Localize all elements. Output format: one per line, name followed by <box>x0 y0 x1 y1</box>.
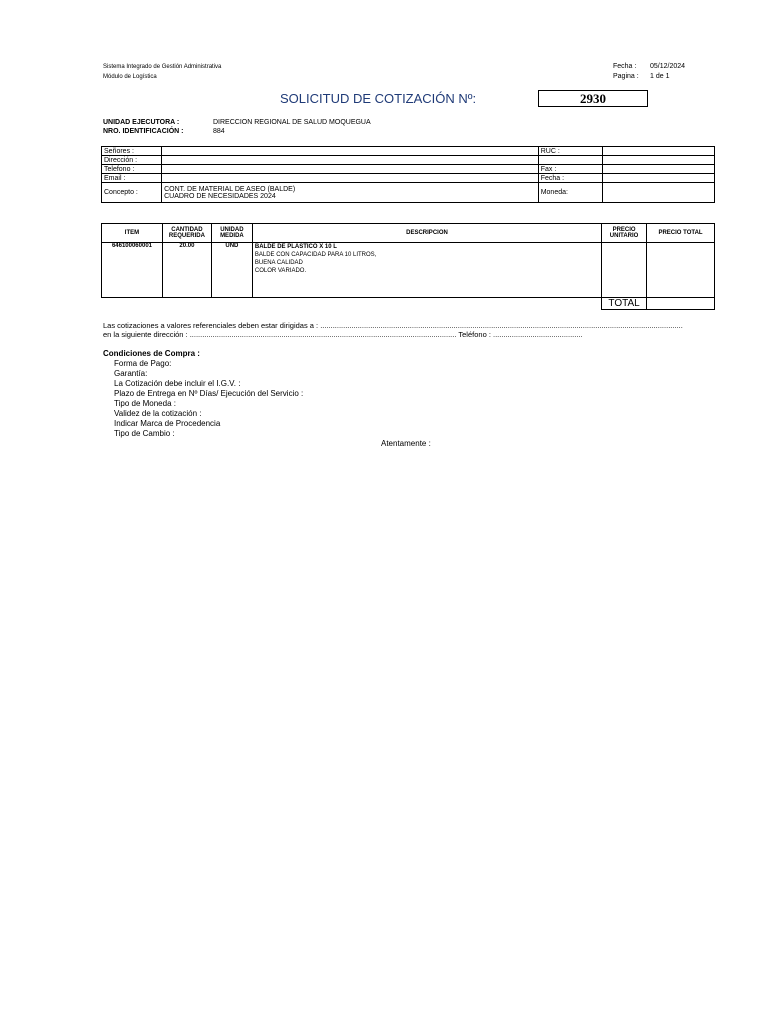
condition-validez: Validez de la cotización : <box>114 409 202 418</box>
page-title: SOLICITUD DE COTIZACIÓN Nº: <box>280 91 477 106</box>
id-label: NRO. IDENTIFICACIÓN : <box>103 128 184 135</box>
senores-field[interactable] <box>162 147 539 156</box>
header-unidad: UNIDAD MEDIDA <box>211 224 252 243</box>
email-label: Email : <box>102 174 162 183</box>
items-table <box>101 223 715 310</box>
moneda-label: Moneda: <box>538 183 602 203</box>
moneda-field[interactable] <box>602 183 714 203</box>
email-field[interactable] <box>162 174 539 183</box>
request-number: 2930 <box>538 90 648 107</box>
header-cantidad: CANTIDAD REQUERIDA <box>162 224 211 243</box>
concepto-label: Concepto : <box>102 183 162 203</box>
page-label: Pagina : <box>613 73 639 80</box>
fecha-label: Fecha : <box>538 174 602 183</box>
telefono-label: Telefono : <box>102 165 162 174</box>
concepto-value <box>162 183 539 203</box>
row-precio-total[interactable] <box>647 243 715 298</box>
header-precio-total: PRECIO TOTAL <box>647 224 715 243</box>
concepto-line1: CONT. DE MATERIAL DE ASEO (BALDE) <box>164 185 296 193</box>
header-item: ITEM <box>102 224 163 243</box>
senores-label: Señores : <box>102 147 162 156</box>
fax-label: Fax : <box>538 165 602 174</box>
supplier-table <box>101 146 715 203</box>
date-value: 05/12/2024 <box>650 63 686 70</box>
date-label: Fecha : <box>613 63 637 70</box>
module-name: Módulo de Logística <box>103 74 157 80</box>
row-unidad: UND <box>211 243 252 298</box>
fax-field[interactable] <box>602 165 714 174</box>
row-desc-line1: BALDE CON CAPACIDAD PARA 10 LITROS, <box>254 252 377 258</box>
header-descripcion: DESCRIPCION <box>252 224 601 243</box>
direccion-field[interactable] <box>162 156 539 165</box>
id-value: 884 <box>213 128 225 135</box>
system-name: Sistema Integrado de Gestión Administrativa <box>103 64 222 70</box>
ruc-label: RUC : <box>538 147 602 156</box>
row-item: 646100060001 <box>102 243 163 298</box>
telefono-field[interactable] <box>162 165 539 174</box>
row-precio-unitario[interactable] <box>602 243 647 298</box>
row-cantidad: 20.00 <box>162 243 211 298</box>
closing-text: Atentamente : <box>381 439 431 448</box>
condition-forma-pago: Forma de Pago: <box>114 359 172 368</box>
total-field[interactable] <box>647 298 715 310</box>
row-desc-line2: BUENA CALIDAD <box>254 260 303 266</box>
condition-igv: La Cotización debe incluir el I.G.V. : <box>114 379 241 388</box>
row-desc-line3: COLOR VARIADO. <box>254 268 307 274</box>
row-descripcion <box>252 243 601 298</box>
table-row <box>102 243 715 298</box>
ruc-field[interactable] <box>602 147 714 156</box>
condition-plazo: Plazo de Entrega en Nº Días/ Ejecución del Servicio : <box>114 389 304 398</box>
unit-value: DIRECCION REGIONAL DE SALUD MOQUEGUA <box>213 119 371 126</box>
conditions-title: Condiciones de Compra : <box>103 349 200 358</box>
fecha-field[interactable] <box>602 174 714 183</box>
condition-moneda: Tipo de Moneda : <box>114 399 176 408</box>
header-precio-unitario: PRECIO UNITARIO <box>602 224 647 243</box>
condition-marca: Indicar Marca de Procedencia <box>114 419 221 428</box>
page-value: 1 de 1 <box>650 73 670 80</box>
direccion-label: Dirección : <box>102 156 162 165</box>
total-label: TOTAL <box>602 298 647 310</box>
condition-garantia: Garantía: <box>114 369 148 378</box>
unit-label: UNIDAD EJECUTORA : <box>103 119 180 126</box>
instructions-line2: en la siguiente dirección : ................................................................................................................................ Teléfono : ........................................... <box>103 330 583 339</box>
concepto-line2: CUADRO DE NECESIDADES 2024 <box>164 192 276 200</box>
instructions-line1: Las cotizaciones a valores referenciales deben estar dirigidas a : .............................................................................................................................................................................. <box>103 321 683 330</box>
condition-cambio: Tipo de Cambio : <box>114 429 175 438</box>
row-desc-title: BALDE DE PLASTICO X 10 L <box>254 244 337 250</box>
